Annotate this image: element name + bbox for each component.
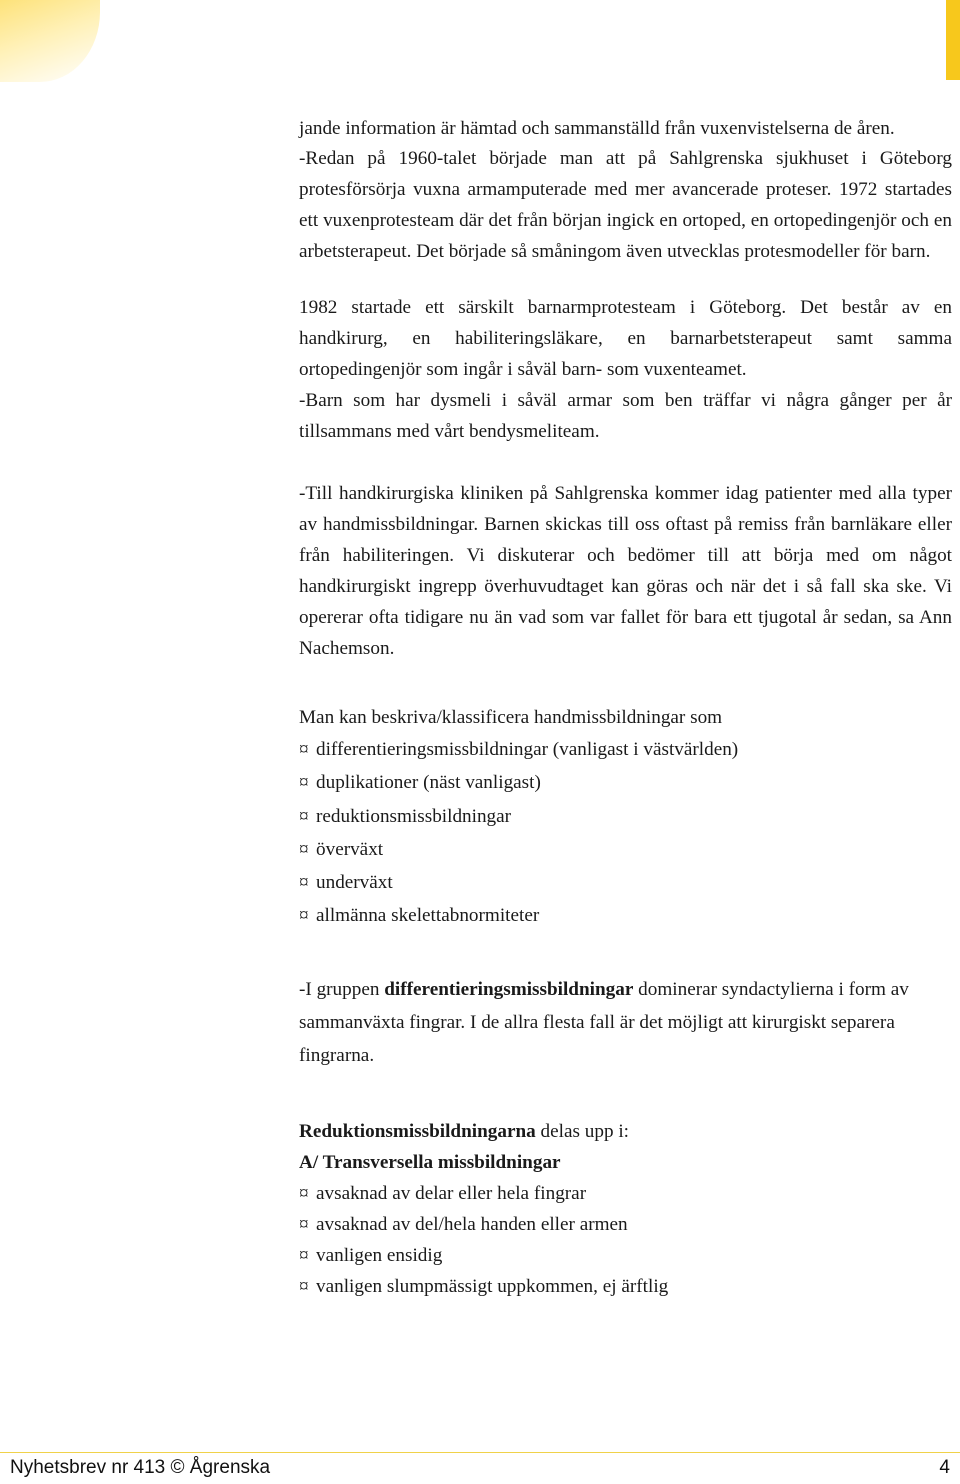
currency-bullet-icon: ¤ [299,1275,309,1297]
term-differentiering: differentieringsmissbildningar [384,978,634,1000]
currency-bullet-icon: ¤ [299,1244,309,1266]
term-reduktion: Reduktionsmissbildningarna [299,1120,536,1142]
list-item: ¤ underväxt [299,866,952,899]
currency-bullet-icon: ¤ [299,838,309,860]
list-item: ¤ vanligen ensidig [299,1240,952,1271]
page-footer [0,1452,960,1484]
paragraph-dysmeli: -Barn som har dysmeli i såväl armar som ben träffar vi några gånger per år tillsammans med vårt bendysmeliteam. [299,390,952,442]
list-item: ¤ differentieringsmissbildningar (vanligast i västvärlden) [299,733,952,766]
reduction-list [299,1178,952,1302]
currency-bullet-icon: ¤ [299,1182,309,1204]
currency-bullet-icon: ¤ [299,872,309,894]
paragraph-handkirurgi: -Till handkirurgiska kliniken på Sahlgrenska kommer idag patienter med alla typer av handmissbildningar. Barnen skickas till oss oftast på remiss från barnläkare eller från habiliteringen. Vi diskuterar och bedömer till att börja med om något handkirurgiskt ingrepp överhuvudtaget kan göras och när det i så fall ska ske. Vi opererar ofta tidigare nu än vad som var fallet för bara ett tjugotal år sedan, sa Ann Nachemson. [299,483,952,659]
list-item: ¤ allmänna skelettabnormiteter [299,899,952,932]
classification-intro: Man kan beskriva/klassificera handmissbildningar som [299,707,723,728]
paragraph-reduktion: Reduktionsmissbildningarna delas upp i: [299,1120,629,1142]
article-body [299,114,952,1302]
list-item: ¤ vanligen slumpmässigt uppkommen, ej ärftlig [299,1271,952,1302]
classification-list [299,733,952,933]
list-item: ¤ överväxt [299,833,952,866]
list-item: ¤ avsaknad av del/hela handen eller armen [299,1209,952,1240]
paragraph-barnteam: 1982 startade ett särskilt barnarmprotesteam i Göteborg. Det består av en handkirurg, en habiliteringsläkare, en barnarbetsterapeut samt samma ortopedingenjör som ingår i såväl barn- som vuxenteamet. [299,297,952,380]
footer-publication: Nyhetsbrev nr 413 © Ågrenska [10,1457,271,1478]
page-number: 4 [939,1457,950,1478]
paragraph-intro: jande information är hämtad och sammanställd från vuxenvistelserna de åren. [299,118,895,139]
list-item: ¤ duplikationer (näst vanligast) [299,766,952,799]
header-decoration-left [0,0,100,82]
currency-bullet-icon: ¤ [299,739,309,760]
list-item: ¤ avsaknad av delar eller hela fingrar [299,1178,952,1209]
currency-bullet-icon: ¤ [299,1213,309,1235]
list-item: ¤ reduktionsmissbildningar [299,800,952,833]
header-decoration-right [946,0,960,80]
currency-bullet-icon: ¤ [299,905,309,927]
subheading-transversella: A/ Transversella missbildningar [299,1151,561,1173]
currency-bullet-icon: ¤ [299,805,309,827]
paragraph-history: -Redan på 1960-talet började man att på Sahlgrenska sjukhuset i Göteborg protesförsörja vuxna armamputerade med mer avancerade proteser. 1972 startades ett vuxenprotesteam där det från början ingick en ortoped, en ortopedingenjör och en arbetsterapeut. Det började så småningom även utvecklas protesmodeller för barn. [299,148,952,262]
paragraph-differentiering: -I gruppen differentieringsmissbildningar dominerar syndactylierna i form av sammanväxta fingrar. I de allra flesta fall är det möjligt att kirurgiskt separera fingrarna. [299,978,909,1067]
currency-bullet-icon: ¤ [299,772,309,794]
